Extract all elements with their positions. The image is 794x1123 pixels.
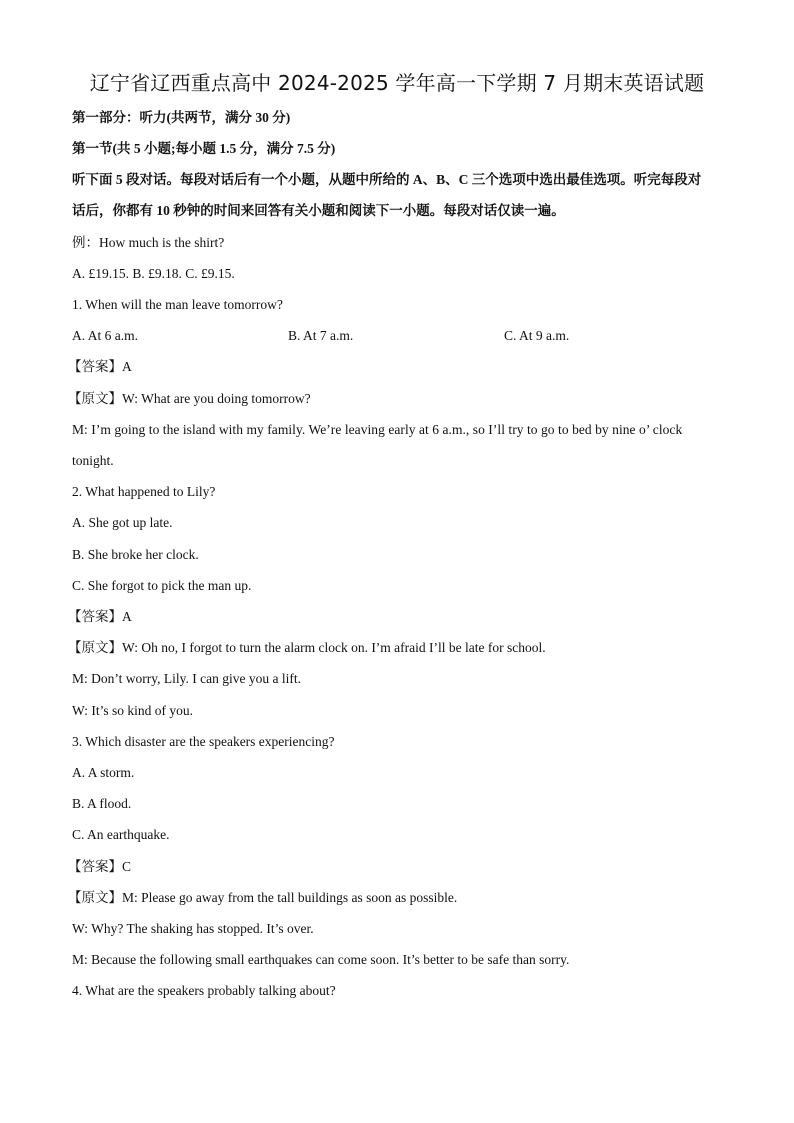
q3-transcript-line: 【原文】M: Please go away from the tall buildings as soon as possible.: [68, 890, 458, 905]
instruction-line-1: 听下面 5 段对话。每段对话后有一个小题，从题中所给的 A、B、C 三个选项中选出最佳选项。听完每段对: [72, 172, 702, 187]
q2-transcript-line: W: It’s so kind of you.: [72, 703, 193, 718]
q3-transcript-line: M: Because the following small earthquakes can come soon. It’s better to be safe than sorry.: [72, 952, 570, 967]
q2-option-b: B. She broke her clock.: [72, 547, 199, 562]
q1-answer: 【答案】A: [68, 359, 132, 374]
q2-question: 2. What happened to Lily?: [72, 484, 216, 499]
q1-transcript-line: M: I’m going to the island with my family. We’re leaving early at 6 a.m., so I’ll try to go to bed by nine o’ clock: [72, 422, 683, 437]
q2-option-a: A. She got up late.: [72, 515, 173, 530]
q3-transcript-line: W: Why? The shaking has stopped. It’s over.: [72, 921, 314, 936]
q1-transcript-line: tonight.: [72, 453, 114, 468]
q1-transcript-line: 【原文】W: What are you doing tomorrow?: [68, 391, 311, 406]
q3-option-b: B. A flood.: [72, 796, 132, 811]
example-question: 例：How much is the shirt?: [72, 235, 225, 250]
q1-option-c: C. At 9 a.m.: [504, 328, 570, 343]
q2-option-c: C. She forgot to pick the man up.: [72, 578, 252, 593]
example-options: A. £19.15. B. £9.18. C. £9.15.: [72, 266, 235, 281]
page-title: 辽宁省辽西重点高中 2024-2025 学年高一下学期 7 月期末英语试题: [89, 71, 705, 95]
q1-options: [72, 326, 724, 346]
section-heading: 第一节(共 5 小题;每小题 1.5 分，满分 7.5 分): [72, 141, 336, 156]
q2-transcript-line: M: Don’t worry, Lily. I can give you a lift.: [72, 671, 301, 686]
q3-option-a: A. A storm.: [72, 765, 135, 780]
q3-question: 3. Which disaster are the speakers experiencing?: [72, 734, 335, 749]
q1-question: 1. When will the man leave tomorrow?: [72, 297, 283, 312]
instruction-line-2: 话后，你都有 10 秒钟的时间来回答有关小题和阅读下一小题。每段对话仅读一遍。: [72, 203, 565, 218]
q3-answer: 【答案】C: [68, 859, 132, 874]
q2-answer: 【答案】A: [68, 609, 132, 624]
part-heading: 第一部分：听力(共两节，满分 30 分): [72, 110, 291, 125]
q3-option-c: C. An earthquake.: [72, 827, 170, 842]
q1-option-b: B. At 7 a.m.: [288, 328, 354, 343]
q4-question: 4. What are the speakers probably talking about?: [72, 983, 336, 998]
q1-option-a: A. At 6 a.m.: [72, 328, 138, 343]
q2-transcript-line: 【原文】W: Oh no, I forgot to turn the alarm clock on. I’m afraid I’ll be late for school.: [68, 640, 546, 655]
